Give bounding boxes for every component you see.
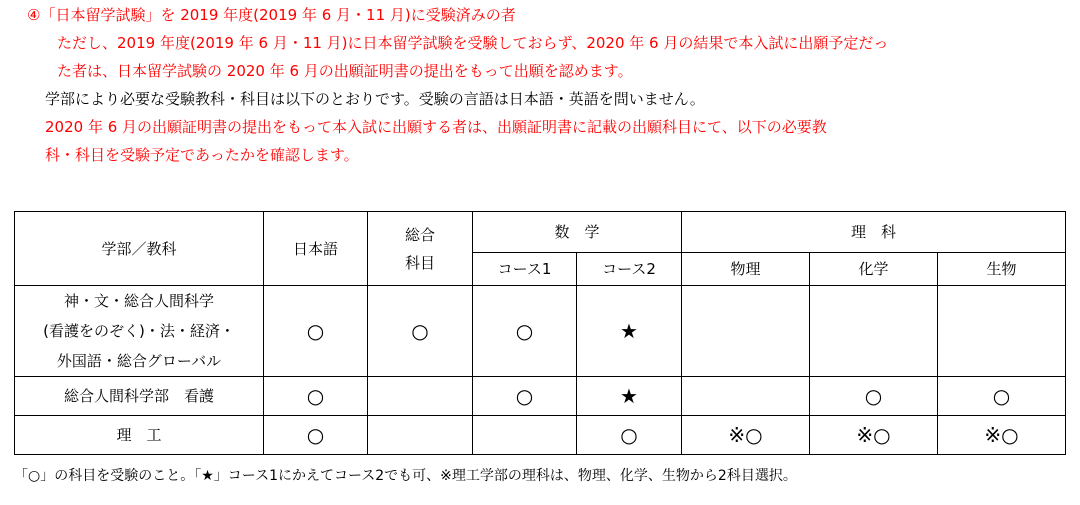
header-science: 理 科 xyxy=(682,212,1066,253)
cell-general xyxy=(368,377,473,416)
header-physics: 物理 xyxy=(682,253,810,286)
header-general-subjects xyxy=(368,212,473,286)
header-dept-subject: 学部／教科 xyxy=(15,212,264,286)
requirements-table xyxy=(14,211,1066,455)
cell-general xyxy=(368,416,473,455)
cell-biology: ○ xyxy=(938,377,1066,416)
cell-physics xyxy=(682,286,810,377)
cell-biology xyxy=(938,286,1066,377)
notice-black-line: 学部により必要な受験教科・科目は以下のとおりです。受験の言語は日本語・英語を問いません。 xyxy=(45,90,705,108)
header-biology: 生物 xyxy=(938,253,1066,286)
cell-course2: ○ xyxy=(577,416,682,455)
cell-chemistry: ○ xyxy=(810,377,938,416)
cell-physics: ※○ xyxy=(682,416,810,455)
cell-chemistry xyxy=(810,286,938,377)
header-japanese: 日本語 xyxy=(264,212,368,286)
notice-red-line-1: ただし、2019 年度(2019 年 6 月・11 月)に日本留学試験を受験しておらず、2020 年 6 月の結果で本入試に出願予定だっ xyxy=(57,34,889,52)
notice-red-line-4: 科・科目を受験予定であったかを確認します。 xyxy=(45,146,359,164)
header-chemistry: 化学 xyxy=(810,253,938,286)
section-heading: ④「日本留学試験」を 2019 年度(2019 年 6 月・11 月)に受験済みの者 xyxy=(27,6,516,24)
dept-line: (看護をのぞく)・法・経済・ xyxy=(43,322,235,340)
row-dept-name: 総合人間科学部 看護 xyxy=(15,377,264,416)
notice-red-line-3: 2020 年 6 月の出願証明書の提出をもって本入試に出願する者は、出願証明書に記載の出願科目にて、以下の必要教 xyxy=(45,118,827,136)
cell-japanese: ○ xyxy=(264,286,368,377)
header-math: 数 学 xyxy=(473,212,682,253)
cell-japanese: ○ xyxy=(264,416,368,455)
row-dept-name: 理 工 xyxy=(15,416,264,455)
cell-course1: ○ xyxy=(473,377,577,416)
table-row xyxy=(15,377,1066,416)
header-general-line-2: 科目 xyxy=(404,253,435,272)
cell-course2: ★ xyxy=(577,286,682,377)
table-row xyxy=(15,416,1066,455)
table-row xyxy=(15,286,1066,377)
header-course1: コース1 xyxy=(473,253,577,286)
cell-general: ○ xyxy=(368,286,473,377)
dept-line: 神・文・総合人間科学 xyxy=(63,292,214,310)
header-course2: コース2 xyxy=(577,253,682,286)
header-general-line-1: 総合 xyxy=(404,225,435,244)
cell-course1 xyxy=(473,416,577,455)
cell-course2: ★ xyxy=(577,377,682,416)
cell-biology: ※○ xyxy=(938,416,1066,455)
cell-course1: ○ xyxy=(473,286,577,377)
dept-line: 外国語・総合グローバル xyxy=(56,352,222,370)
cell-physics xyxy=(682,377,810,416)
table-footnote: 「○」の科目を受験のこと。「★」コース1にかえてコース2でも可、※理工学部の理科は、物理、化学、生物から2科目選択。 xyxy=(14,468,797,484)
cell-chemistry: ※○ xyxy=(810,416,938,455)
table-header-row xyxy=(15,212,1066,253)
notice-red-line-2: た者は、日本留学試験の 2020 年 6 月の出願証明書の提出をもって出願を認めます。 xyxy=(57,62,633,80)
cell-japanese: ○ xyxy=(264,377,368,416)
row-dept-name xyxy=(15,286,264,377)
